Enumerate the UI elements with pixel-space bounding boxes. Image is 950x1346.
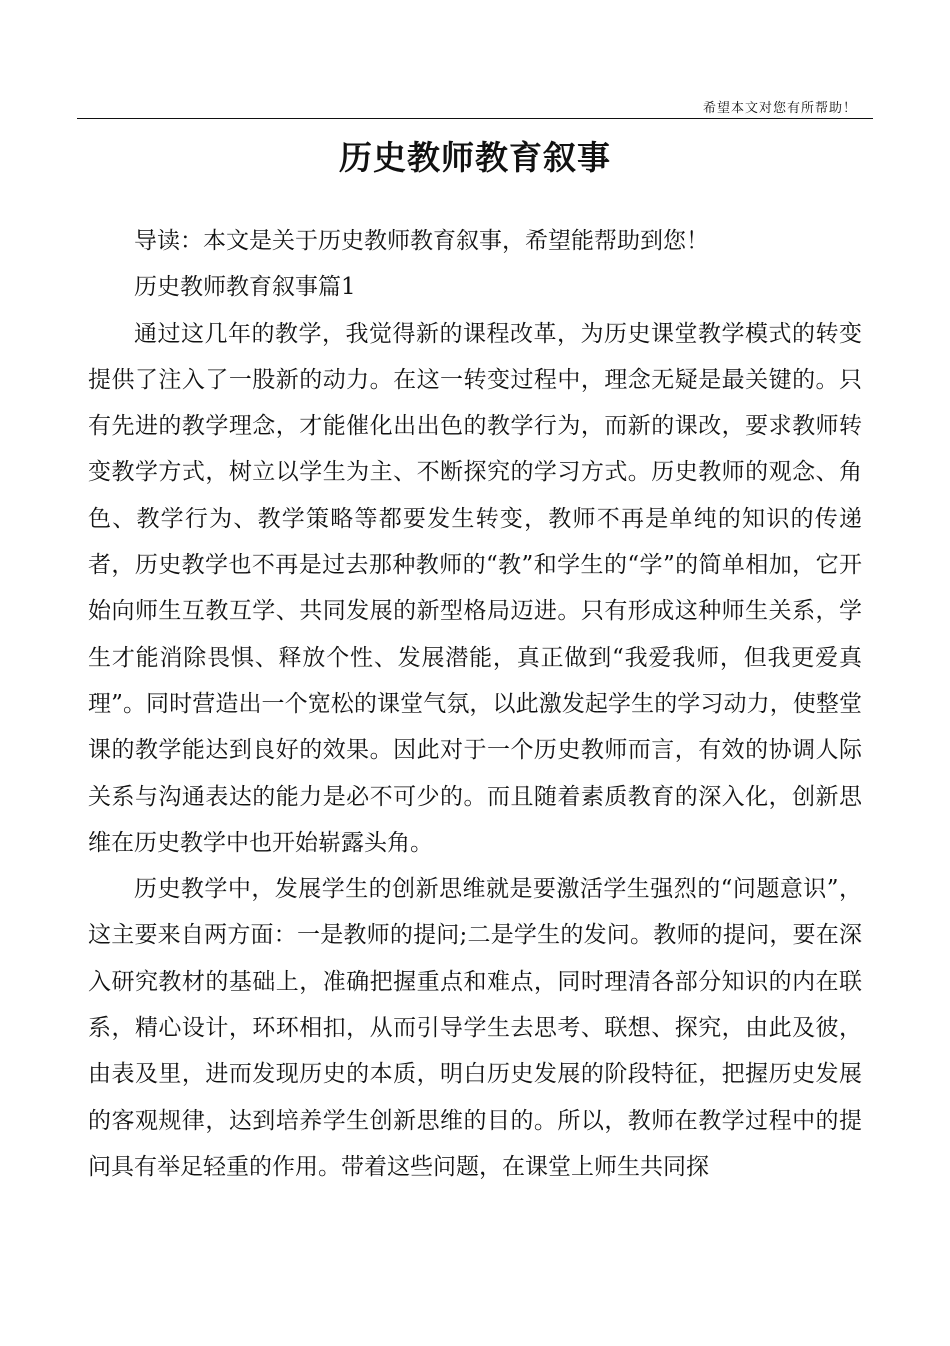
body-paragraph: 通过这几年的教学，我觉得新的课程改革，为历史课堂教学模式的转变提供了注入了一股新的动力。在这一转变过程中，理念无疑是最关键的。只有先进的教学理念，才能催化出出色的教学行为，而新的课改，要求教师转变教学方式，树立以学生为主、不断探究的学习方式。历史教师的观念、角色、教学行为、教学策略等都要发生转变，教师不再是单纯的知识的传递者，历史教学也不再是过去那种教师的“教”和学生的“学”的简单相加，它开始向师生互教互学、共同发展的新型格局迈进。只有形成这种师生关系，学生才能消除畏惧、释放个性、发展潜能，真正做到“我爱我师，但我更爱真理”。同时营造出一个宽松的课堂气氛，以此激发起学生的学习动力，使整堂课的教学能达到良好的效果。因此对于一个历史教师而言，有效的协调人际关系与沟通表达的能力是必不可少的。而且随着素质教育的深入化，创新思维在历史教学中也开始崭露头角。 — [88, 320, 862, 856]
header-divider — [77, 118, 873, 119]
intro-paragraph: 导读：本文是关于历史教师教育叙事，希望能帮助到您！ — [134, 228, 709, 254]
document-title: 历史教师教育叙事 — [339, 138, 611, 177]
section-heading: 历史教师教育叙事篇1 — [134, 274, 356, 301]
body-paragraph: 历史教学中，发展学生的创新思维就是要激活学生强烈的“问题意识”，这主要来自两方面：一是教师的提问;二是学生的发问。教师的提问，要在深入研究教材的基础上，准确把握重点和难点，同时理清各部分知识的内在联系，精心设计，环环相扣，从而引导学生去思考、联想、探究，由此及彼，由表及里，进而发现历史的本质，明白历史发展的阶段特征，把握历史发展的客观规律，达到培养学生创新思维的目的。所以，教师在教学过程中的提问具有举足轻重的作用。带着这些问题，在课堂上师生共同探 — [88, 876, 862, 1180]
header-note: 希望本文对您有所帮助！ — [702, 101, 857, 116]
document-body — [88, 218, 862, 1190]
